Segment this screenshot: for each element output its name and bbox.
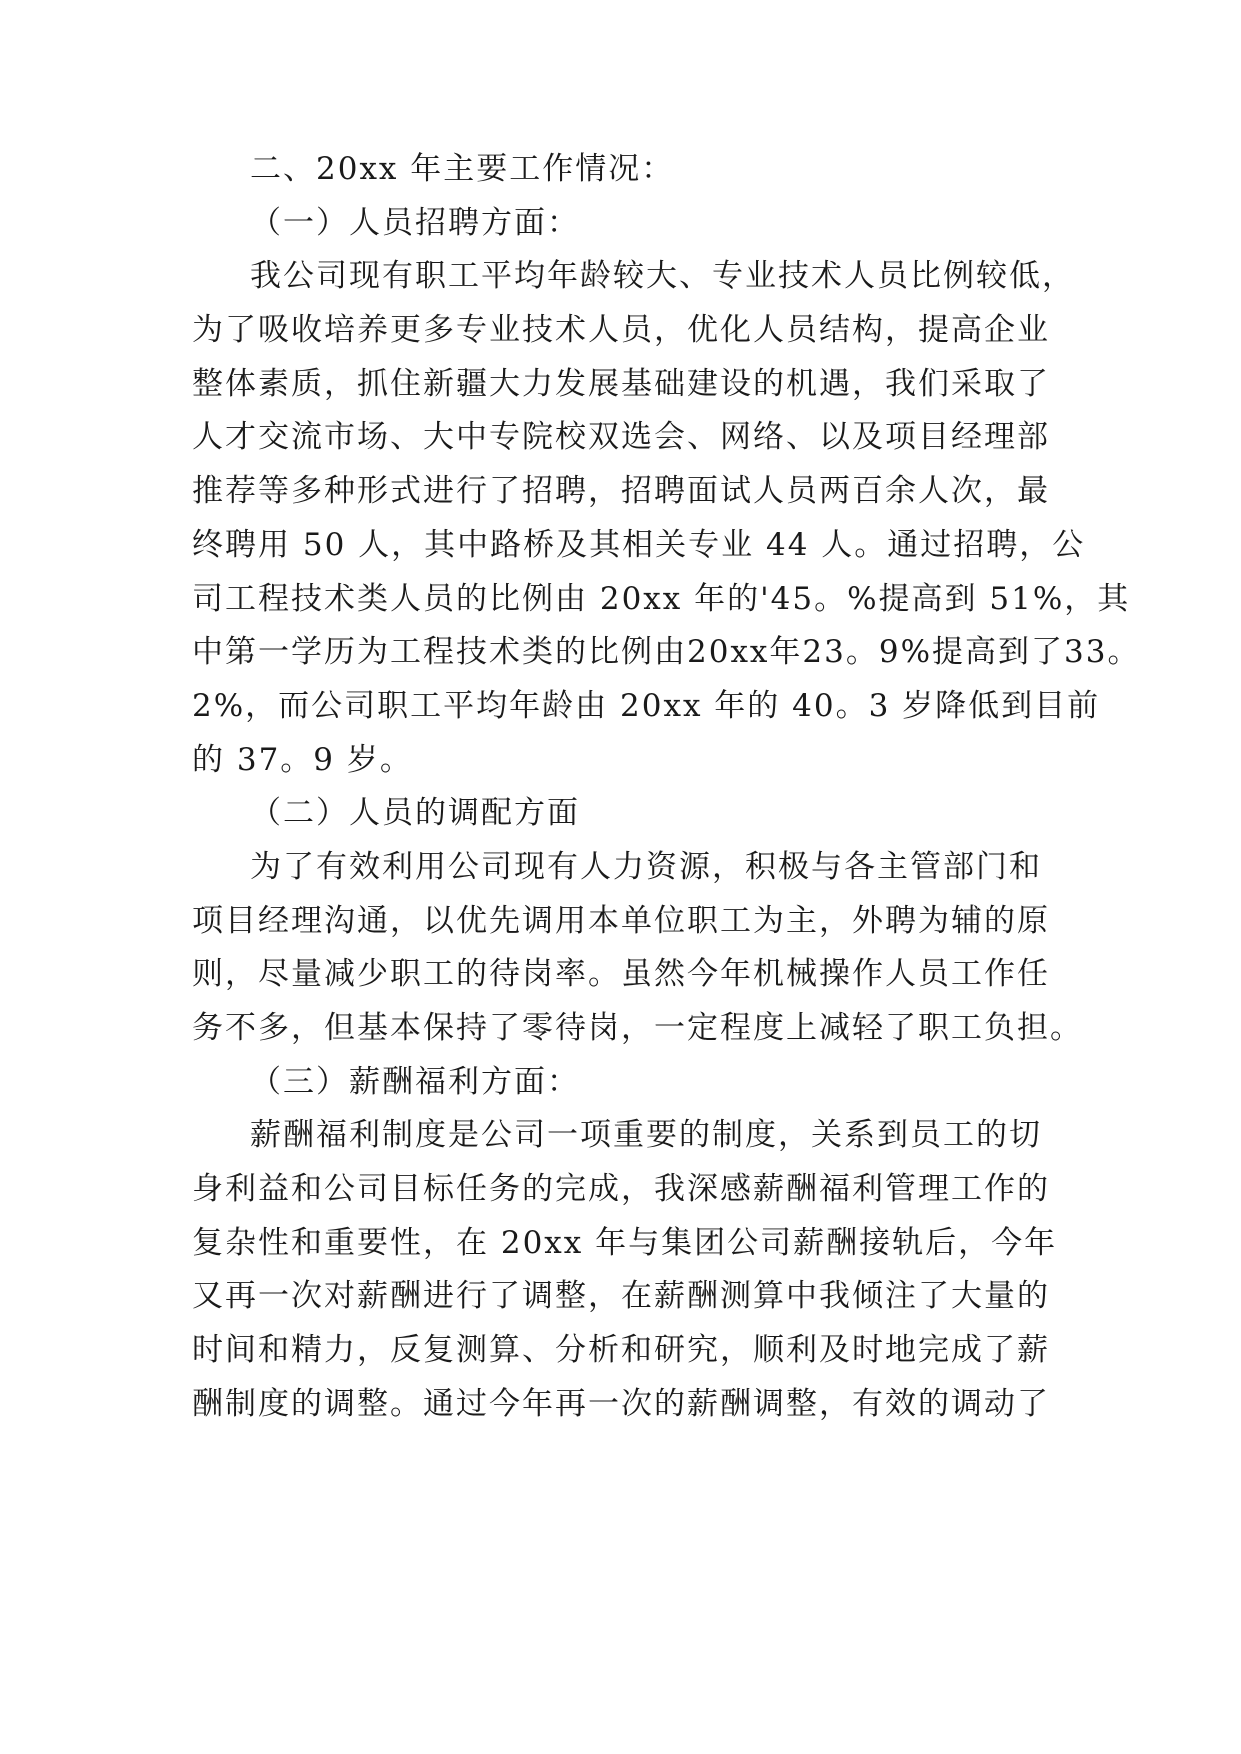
paragraph-line: 又再一次对薪酬进行了调整，在薪酬测算中我倾注了大量的: [192, 1278, 1050, 1314]
paragraph-line: 司工程技术类人员的比例由 20xx 年的'45。%提高到 51%，其: [192, 581, 1131, 617]
subsection-title-allocation: （二）人员的调配方面: [250, 795, 580, 831]
paragraph-line: 人才交流市场、大中专院校双选会、网络、以及项目经理部: [192, 419, 1050, 455]
paragraph-line: 时间和精力，反复测算、分析和研究，顺利及时地完成了薪: [192, 1332, 1050, 1368]
paragraph-line: 项目经理沟通，以优先调用本单位职工为主，外聘为辅的原: [192, 903, 1050, 939]
paragraph-line: 则，尽量减少职工的待岗率。虽然今年机械操作人员工作任: [192, 956, 1050, 992]
paragraph-line: 为了吸收培养更多专业技术人员，优化人员结构，提高企业: [192, 312, 1050, 348]
paragraph-line: 整体素质，抓住新疆大力发展基础建设的机遇，我们采取了: [192, 366, 1050, 402]
paragraph-line: 2%，而公司职工平均年龄由 20xx 年的 40。3 岁降低到目前: [192, 688, 1101, 724]
section-heading: 二、20xx 年主要工作情况：: [250, 151, 675, 187]
paragraph-line: 的 37。9 岁。: [192, 742, 413, 778]
paragraph-line: 我公司现有职工平均年龄较大、专业技术人员比例较低，: [250, 258, 1075, 294]
paragraph-line: 终聘用 50 人，其中路桥及其相关专业 44 人。通过招聘，公: [192, 527, 1086, 563]
subsection-title-recruitment: （一）人员招聘方面：: [250, 205, 580, 241]
paragraph-line: 中第一学历为工程技术类的比例由20xx年23。9%提高到了33。: [192, 634, 1141, 670]
paragraph-line: 薪酬福利制度是公司一项重要的制度，关系到员工的切: [250, 1117, 1042, 1153]
paragraph-line: 为了有效利用公司现有人力资源，积极与各主管部门和: [250, 849, 1042, 885]
paragraph-line: 酬制度的调整。通过今年再一次的薪酬调整，有效的调动了: [192, 1386, 1050, 1422]
paragraph-line: 身利益和公司目标任务的完成，我深感薪酬福利管理工作的: [192, 1171, 1050, 1207]
paragraph-line: 推荐等多种形式进行了招聘，招聘面试人员两百余人次，最: [192, 473, 1050, 509]
paragraph-line: 复杂性和重要性，在 20xx 年与集团公司薪酬接轨后，今年: [192, 1225, 1058, 1261]
paragraph-line: 务不多，但基本保持了零待岗，一定程度上减轻了职工负担。: [192, 1010, 1083, 1046]
subsection-title-compensation: （三）薪酬福利方面：: [250, 1064, 580, 1100]
